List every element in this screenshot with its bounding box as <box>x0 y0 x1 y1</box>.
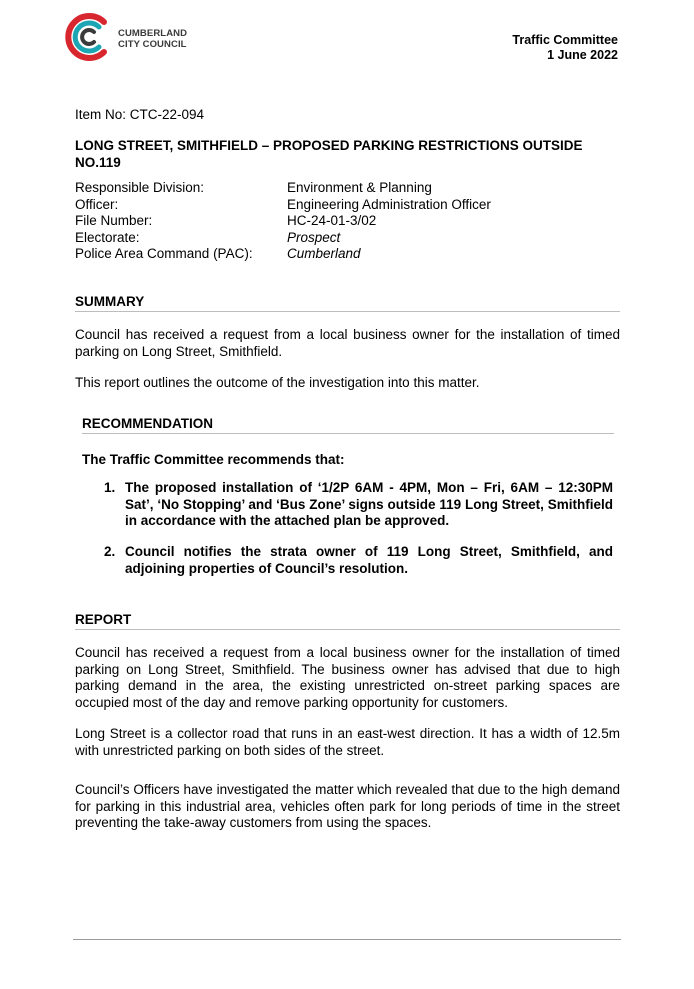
meta-row-electorate <box>75 230 619 247</box>
committee-name: Traffic Committee <box>512 33 618 47</box>
meta-row-division <box>75 180 619 197</box>
report-metadata <box>75 180 619 263</box>
report-title: LONG STREET, SMITHFIELD – PROPOSED PARKING RESTRICTIONS OUTSIDE NO.119 <box>75 138 583 170</box>
committee-header <box>512 33 618 63</box>
logo-line-1: CUMBERLAND <box>118 28 188 39</box>
council-logo-icon <box>64 12 114 62</box>
meta-value: Environment & Planning <box>287 180 432 195</box>
meta-row-officer <box>75 197 619 214</box>
summary-paragraph-2: This report outlines the outcome of the investigation into this matter. <box>75 375 480 390</box>
list-text: Council notifies the strata owner of 119 Long Street, Smithfield, and adjoining properties of Council’s resolution. <box>125 544 613 576</box>
meta-row-pac <box>75 246 619 263</box>
meta-label: Police Area Command (PAC): <box>75 246 253 261</box>
list-number: 2. <box>104 544 116 559</box>
recommendation-intro: The Traffic Committee recommends that: <box>82 452 345 467</box>
report-heading: REPORT <box>75 612 620 630</box>
item-number: Item No: CTC-22-094 <box>75 107 205 122</box>
report-paragraph-1: Council has received a request from a local business owner for the installation of timed parking on Long Street, Smithfield. The business owner has advised that due to high parking demand in the area, the existing unrestricted on-street parking spaces are occupied most of the day and remove parking opportunity for customers. <box>75 645 620 710</box>
logo-text <box>118 28 187 50</box>
logo-line-2: CITY COUNCIL <box>118 39 187 50</box>
list-number: 1. <box>104 480 116 495</box>
recommendation-item <box>104 480 613 530</box>
council-logo <box>64 12 204 68</box>
meta-label: File Number: <box>75 213 153 228</box>
summary-paragraph-1: Council has received a request from a local business owner for the installation of timed parking on Long Street, Smithfield. <box>75 327 620 359</box>
meta-value: Prospect <box>287 229 341 245</box>
meeting-date: 1 June 2022 <box>547 48 618 62</box>
summary-heading: SUMMARY <box>75 294 620 312</box>
meta-label: Officer: <box>75 196 119 212</box>
report-paragraph-2: Long Street is a collector road that runs in an east-west direction. It has a width of 12.5m with unrestricted parking on both sides of the street. <box>75 726 620 758</box>
meta-label: Responsible Division: <box>75 180 205 195</box>
footer-divider <box>73 939 621 940</box>
meta-value: Cumberland <box>287 246 361 261</box>
list-text: The proposed installation of ‘1/2P 6AM - 4PM, Mon – Fri, 6AM – 12:30PM Sat’, ‘No Stopping’ and ‘Bus Zone’ signs outside 119 Long Street, Smithfield in accordance with the attached plan be approved. <box>125 480 613 528</box>
report-paragraph-3: Council’s Officers have investigated the matter which revealed that due to the high demand for parking in this industrial area, vehicles often park for long periods of time in the street preventing the take-away customers from using the spaces. <box>75 782 620 830</box>
meta-value: HC-24-01-3/02 <box>287 213 377 228</box>
meta-row-file-number <box>75 213 619 230</box>
recommendation-heading: RECOMMENDATION <box>82 416 614 434</box>
recommendation-item <box>104 544 613 577</box>
meta-label: Electorate: <box>75 229 140 245</box>
meta-value: Engineering Administration Officer <box>287 196 491 212</box>
